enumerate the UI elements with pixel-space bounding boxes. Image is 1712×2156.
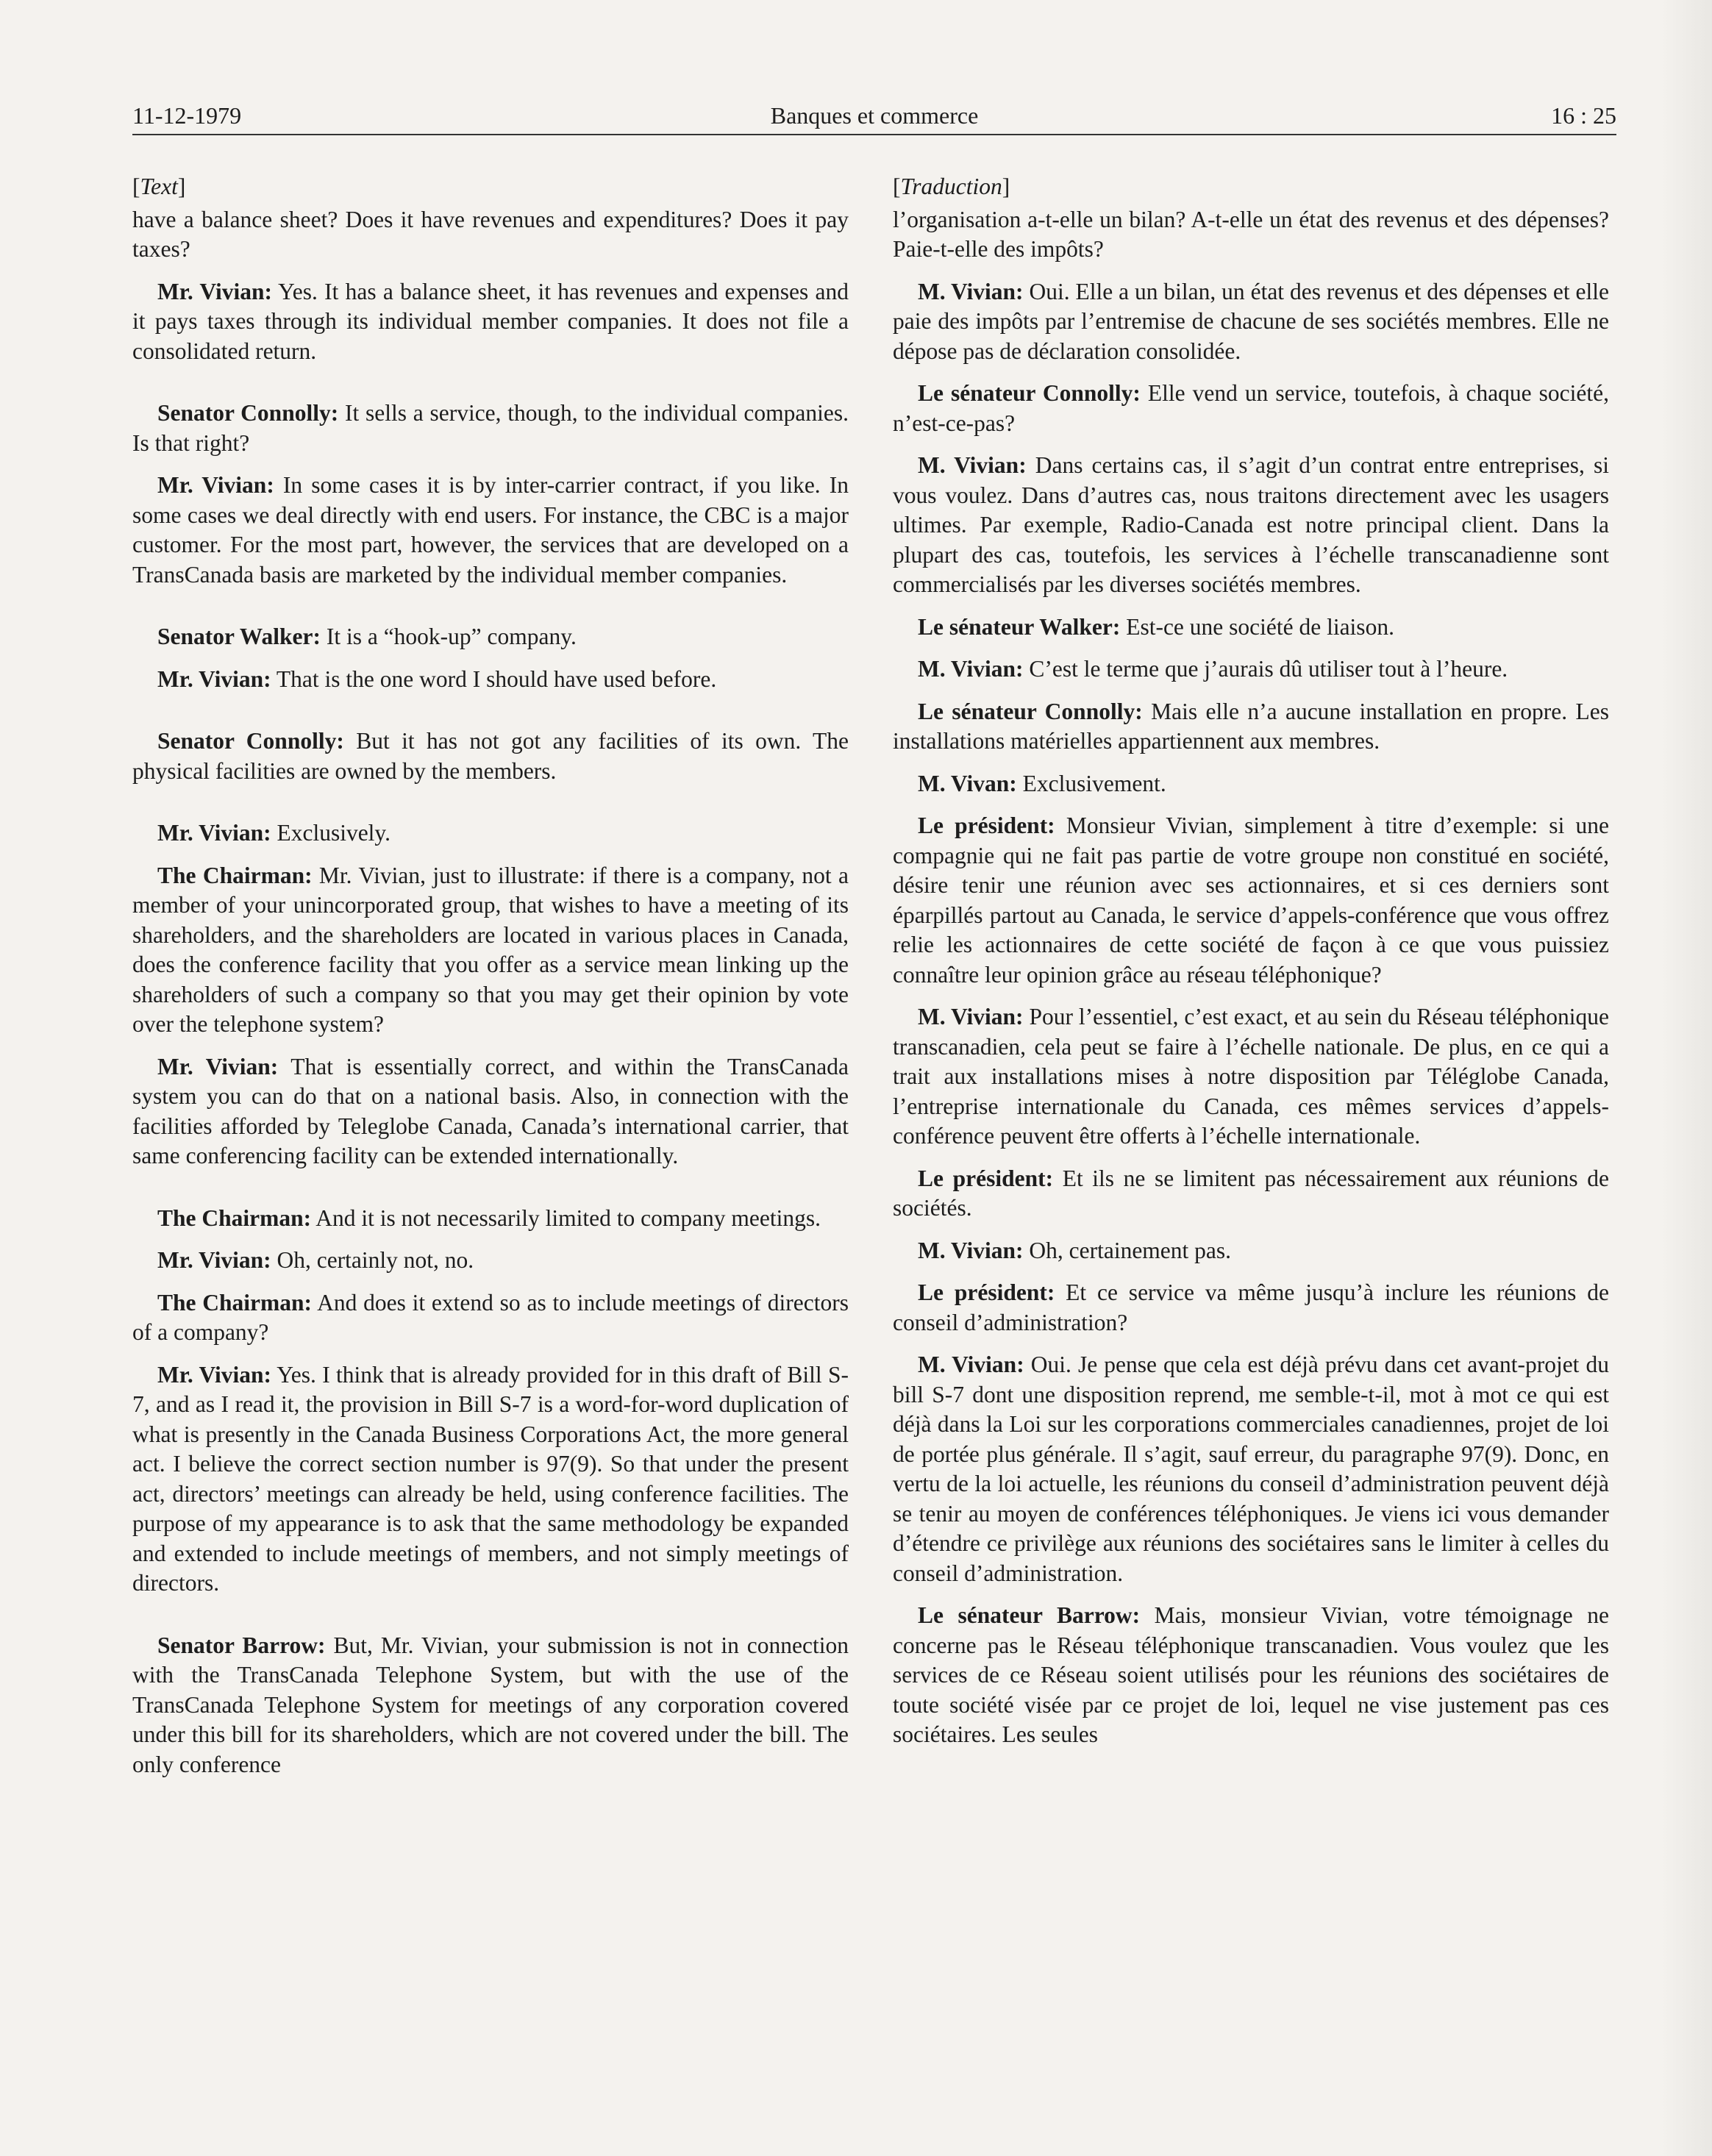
english-paragraph: Mr. Vivian: Exclusively. (157, 820, 391, 846)
speaker-name: Mr. Vivian: (157, 472, 274, 498)
french-paragraph: M. Vivian: Oui. Elle a un bilan, un état des revenus et des dépenses et elle paie des impôts par l’entremise de chacune de ses sociétés membres. Elle ne dépose pas de déclaration consolidée. (893, 278, 1609, 364)
header-title: Banques et commerce (770, 102, 979, 129)
page-header (132, 97, 1616, 134)
speaker-name: M. Vivian: (918, 278, 1024, 304)
speaker-name: M. Vivan: (918, 770, 1017, 796)
header-page-number: 16 : 25 (1551, 102, 1616, 129)
french-paragraph: M. Vivian: Oh, certainement pas. (918, 1237, 1232, 1263)
english-paragraph: Senator Connolly: But it has not got any facilities of its own. The physical facilities are owned by the members. (132, 728, 849, 784)
speaker-name: Le sénateur Connolly: (918, 380, 1141, 406)
english-paragraph: Mr. Vivian: In some cases it is by inter-carrier contract, if you like. In some cases we deal directly with end users. For instance, the CBC is a major customer. For the most part, however, the services that are developed on a TransCanada basis are marketed by the individual member companies. (132, 472, 849, 588)
header-date: 11-12-1979 (132, 102, 242, 129)
english-paragraph: Senator Barrow: But, Mr. Vivian, your submission is not in connection with the TransCanada Telephone System, but with the use of the TransCanada Telephone System for meetings of any corporation covered under this bill for its shareholders, which are not covered under the bill. The only conference (132, 1632, 849, 1777)
speaker-name: Mr. Vivian: (157, 1053, 279, 1079)
french-paragraph: Le sénateur Barrow: Mais, monsieur Vivian, votre témoignage ne concerne pas le Réseau téléphonique transcanadien. Vous voulez que les services de ce Réseau soient utilisés pour les réunions des sociétaires de toute société visée par ce projet de loi, lequel ne vise justement pas ces sociétaires. Les seules (893, 1602, 1609, 1747)
english-paragraph: The Chairman: And it is not necessarily limited to company meetings. (157, 1204, 821, 1231)
english-paragraph: Mr. Vivian: Oh, certainly not, no. (157, 1247, 474, 1273)
english-paragraph: Mr. Vivian: Yes. It has a balance sheet, it has revenues and expenses and it pays taxes through its individual member companies. It does not file a consolidated return. (132, 278, 849, 364)
french-paragraph: M. Vivian: Dans certains cas, il s’agit d’un contrat entre entreprises, si vous voulez. Dans d’autres cas, nous traitons directement avec les usagers ultimes. Par exemple, Radio-Canada est notre principal client. Dans la plupart des cas, toutefois, les services à l’échelle transcanadienne sont commercialisés par les diverses sociétés membres. (893, 452, 1609, 597)
speaker-name: Senator Connolly: (157, 728, 344, 754)
speaker-name: Le président: (918, 1279, 1055, 1305)
french-paragraph: M. Vivian: Pour l’essentiel, c’est exact, et au sein du Réseau téléphonique transcanadien, cela peut se faire à l’échelle nationale. De plus, en ce qui a trait aux installations mises à notre disposition par Téléglobe Canada, l’entreprise internationale du Canada, ces mêmes services d’appels-conférence peuvent être offerts à l’échelle internationale. (893, 1004, 1609, 1149)
english-paragraph: Senator Connolly: It sells a service, though, to the individual companies. Is that right? (132, 400, 849, 456)
english-paragraph: The Chairman: And does it extend so as to include meetings of directors of a company? (132, 1289, 849, 1345)
speaker-name: M. Vivian: (918, 452, 1027, 478)
speaker-name: Mr. Vivian: (157, 820, 271, 846)
speaker-name: The Chairman: (157, 862, 313, 888)
speaker-name: Le président: (918, 813, 1055, 838)
french-paragraph: Le président: Et ce service va même jusqu’à inclure les réunions de conseil d’administration? (893, 1279, 1609, 1335)
speaker-name: M. Vivian: (918, 1352, 1024, 1377)
english-column (132, 172, 849, 1780)
french-opening: l’organisation a-t-elle un bilan? A-t-elle un état des revenus et des dépenses? Paie-t-elle des impôts? (893, 206, 1609, 262)
english-paragraph: Senator Walker: It is a “hook-up” company. (157, 624, 577, 649)
speaker-name: Mr. Vivian: (157, 1361, 272, 1388)
french-paragraph: Le sénateur Connolly: Mais elle n’a aucune installation en propre. Les installations matérielles appartiennent aux membres. (893, 698, 1609, 754)
english-paragraph: The Chairman: Mr. Vivian, just to illustrate: if there is a company, not a member of your unincorporated group, that wishes to have a meeting of its shareholders, and the shareholders are located in various places in Canada, does the conference facility that you offer as a service mean linking up the shareholders of such a company so that you may get their opinion by vote over the telephone system? (132, 862, 849, 1037)
speaker-name: The Chairman: (157, 1204, 312, 1231)
speaker-name: Mr. Vivian: (157, 665, 271, 692)
speaker-name: Senator Connolly: (157, 400, 339, 426)
header-rule (132, 134, 1616, 135)
french-column (893, 172, 1609, 1750)
french-paragraph: Le président: Monsieur Vivian, simplement à titre d’exemple: si une compagnie qui ne fait pas partie de votre groupe non constitué en société, désire tenir une réunion avec ses actionnaires, et si ces derniers sont éparpillés partout au Canada, le service d’appels-conférence que vous offrez relie les actionnaires de cette société de façon à ce que vous puissiez connaître leur opinion grâce au réseau téléphonique? (893, 813, 1609, 988)
english-paragraph: Mr. Vivian: That is essentially correct, and within the TransCanada system you can do that on a national basis. Also, in connection with the facilities afforded by Teleglobe Canada, Canada’s international carrier, that same conferencing facility can be extended internationally. (132, 1053, 849, 1168)
speaker-name: Senator Barrow: (157, 1632, 326, 1658)
speaker-name: Senator Walker: (157, 624, 321, 649)
english-paragraph: Mr. Vivian: Yes. I think that is already provided for in this draft of Bill S-7, and as I read it, the provision in Bill S-7 is a word-for-word duplication of what is presently in the Canada Business Corporations Act, the more general act. I believe the correct section number is 97(9). So that under the present act, directors’ meetings can already be held, using conference facilities. The purpose of my appearance is to ask that the same methodology be expanded and extended to include meetings of members, and not simply meetings of directors. (132, 1361, 849, 1596)
speaker-name: Mr. Vivian: (157, 1247, 271, 1273)
french-paragraph: M. Vivan: Exclusivement. (918, 770, 1166, 796)
speaker-name: Mr. Vivian: (157, 278, 272, 304)
speaker-name: M. Vivian: (918, 1004, 1024, 1029)
speaker-name: Le sénateur Connolly: (918, 698, 1143, 724)
page-edge-shadow (1661, 0, 1712, 2156)
french-paragraph: M. Vivian: C’est le terme que j’aurais dû utiliser tout à l’heure. (918, 656, 1508, 682)
speaker-name: Le sénateur Barrow: (918, 1602, 1141, 1628)
speaker-name: Le président: (918, 1165, 1054, 1191)
speaker-name: Le sénateur Walker: (918, 613, 1121, 640)
speaker-name: M. Vivian: (918, 1237, 1024, 1263)
english-paragraph: Mr. Vivian: That is the one word I should have used before. (157, 665, 717, 692)
speaker-name: The Chairman: (157, 1289, 313, 1316)
french-tag: [Traduction] (893, 174, 1010, 199)
english-tag: [Text] (132, 174, 186, 199)
speaker-name: M. Vivian: (918, 656, 1024, 682)
french-paragraph: Le sénateur Walker: Est-ce une société de liaison. (918, 613, 1394, 640)
french-paragraph: M. Vivian: Oui. Je pense que cela est déjà prévu dans cet avant-projet du bill S-7 dont une disposition reprend, me semble-t-il, mot à mot ce qui est déjà dans la Loi sur les corporations commerciales canadiennes, projet de loi de portée plus générale. Il s’agit, sauf erreur, du paragraphe 97(9). Donc, en vertu de la loi actuelle, les réunions du conseil d’administration peuvent déjà se tenir au moyen de conférences téléphoniques. Je viens ici vous demander d’étendre ce privilège aux réunions des sociétaires sans le limiter à celles du conseil d’administration. (893, 1352, 1609, 1586)
english-opening: have a balance sheet? Does it have revenues and expenditures? Does it pay taxes? (132, 206, 849, 262)
french-paragraph: Le sénateur Connolly: Elle vend un service, toutefois, à chaque société, n’est-ce-pas? (893, 380, 1609, 436)
french-paragraph: Le président: Et ils ne se limitent pas nécessairement aux réunions de sociétés. (893, 1165, 1609, 1221)
